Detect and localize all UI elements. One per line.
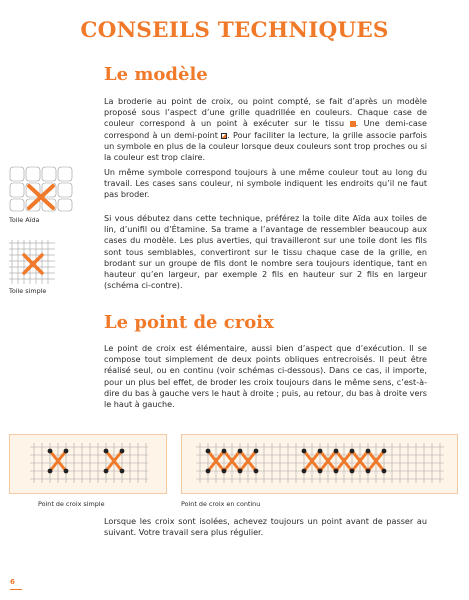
paragraph-modele-3: Si vous débutez dans cette technique, préférez la toile dite Aïda aux toiles de lin, d’unifil ou d’Étamine. Sa trame a l’avantage de ressembler beaucoup aux cases du modèle. Les plus averties, qui travailleront sur une toile dont les fils sont tous semblables, convertiront sur le tissu chaque case de la grille, en brodant sur un groupe de fils dont le nombre sera toujours identique, tant en hauteur qu’en largeur, par exemple 2 fils en hauteur sur 2 fils en largeur (schéma ci-contre). bbox=[104, 213, 427, 291]
section-heading-modele: Le modèle bbox=[104, 64, 208, 85]
diagram-point-de-croix-simple bbox=[9, 434, 167, 494]
page-number-rule bbox=[10, 589, 22, 590]
caption-point-croix-simple: Point de croix simple bbox=[38, 500, 105, 508]
section-heading-point-de-croix: Le point de croix bbox=[104, 312, 274, 333]
caption-toile-aida: Toile Aïda bbox=[9, 216, 40, 224]
paragraph-conclusion: Lorsque les croix sont isolées, achevez toujours un point avant de passer au suivant. Votre travail sera plus régulier. bbox=[104, 516, 427, 538]
cross-stitch-simple-svg bbox=[10, 435, 166, 493]
cross-stitch-continu-svg bbox=[182, 435, 457, 493]
paragraph-text: La broderie au point de croix, ou point compté, se fait d’après un modèle proposé sous l’aspect d’une grille quadrillée en couleurs. Chaque case de couleur correspond à un point à exécuter sur le tissu bbox=[104, 96, 427, 129]
simple-cloth-diagram bbox=[9, 240, 55, 284]
page-number: 6 bbox=[10, 578, 15, 586]
paragraph-text: . Une demi-case correspond à un demi-point bbox=[104, 118, 427, 140]
caption-toile-simple: Toile simple bbox=[9, 287, 47, 295]
caption-point-croix-continu: Point de croix en continu bbox=[181, 500, 261, 508]
aida-cloth-diagram bbox=[9, 166, 81, 212]
paragraph-modele-2: Un même symbole correspond toujours à une même couleur tout au long du travail. Les cases sans couleur, ni symbole indiquent les endroits qu’il ne faut pas broder. bbox=[104, 167, 427, 200]
paragraph-text: . Pour faciliter la lecture, la grille associe parfois un symbole en plus de la couleur lorsque deux couleurs sont trop proches ou si la couleur est trop claire. bbox=[104, 129, 427, 163]
diagram-point-de-croix-continu bbox=[181, 434, 458, 494]
page-title: CONSEILS TECHNIQUES bbox=[80, 18, 389, 43]
paragraph-point-de-croix: Le point de croix est élémentaire, aussi bien d’aspect que d’exécution. Il se compose tout simplement de deux points obliques entrecroisés. Il peut être réalisé seul, ou en continu (voir schémas ci-dessous). Dans ce cas, il importe, pour un plus bel effet, de broder les croix toujours dans le même sens, c’est-à-dire du bas à gauche vers le haut à droite ; puis, au retour, du bas à droite vers le haut à gauche. bbox=[104, 343, 427, 410]
paragraph-modele-1 bbox=[104, 96, 427, 163]
